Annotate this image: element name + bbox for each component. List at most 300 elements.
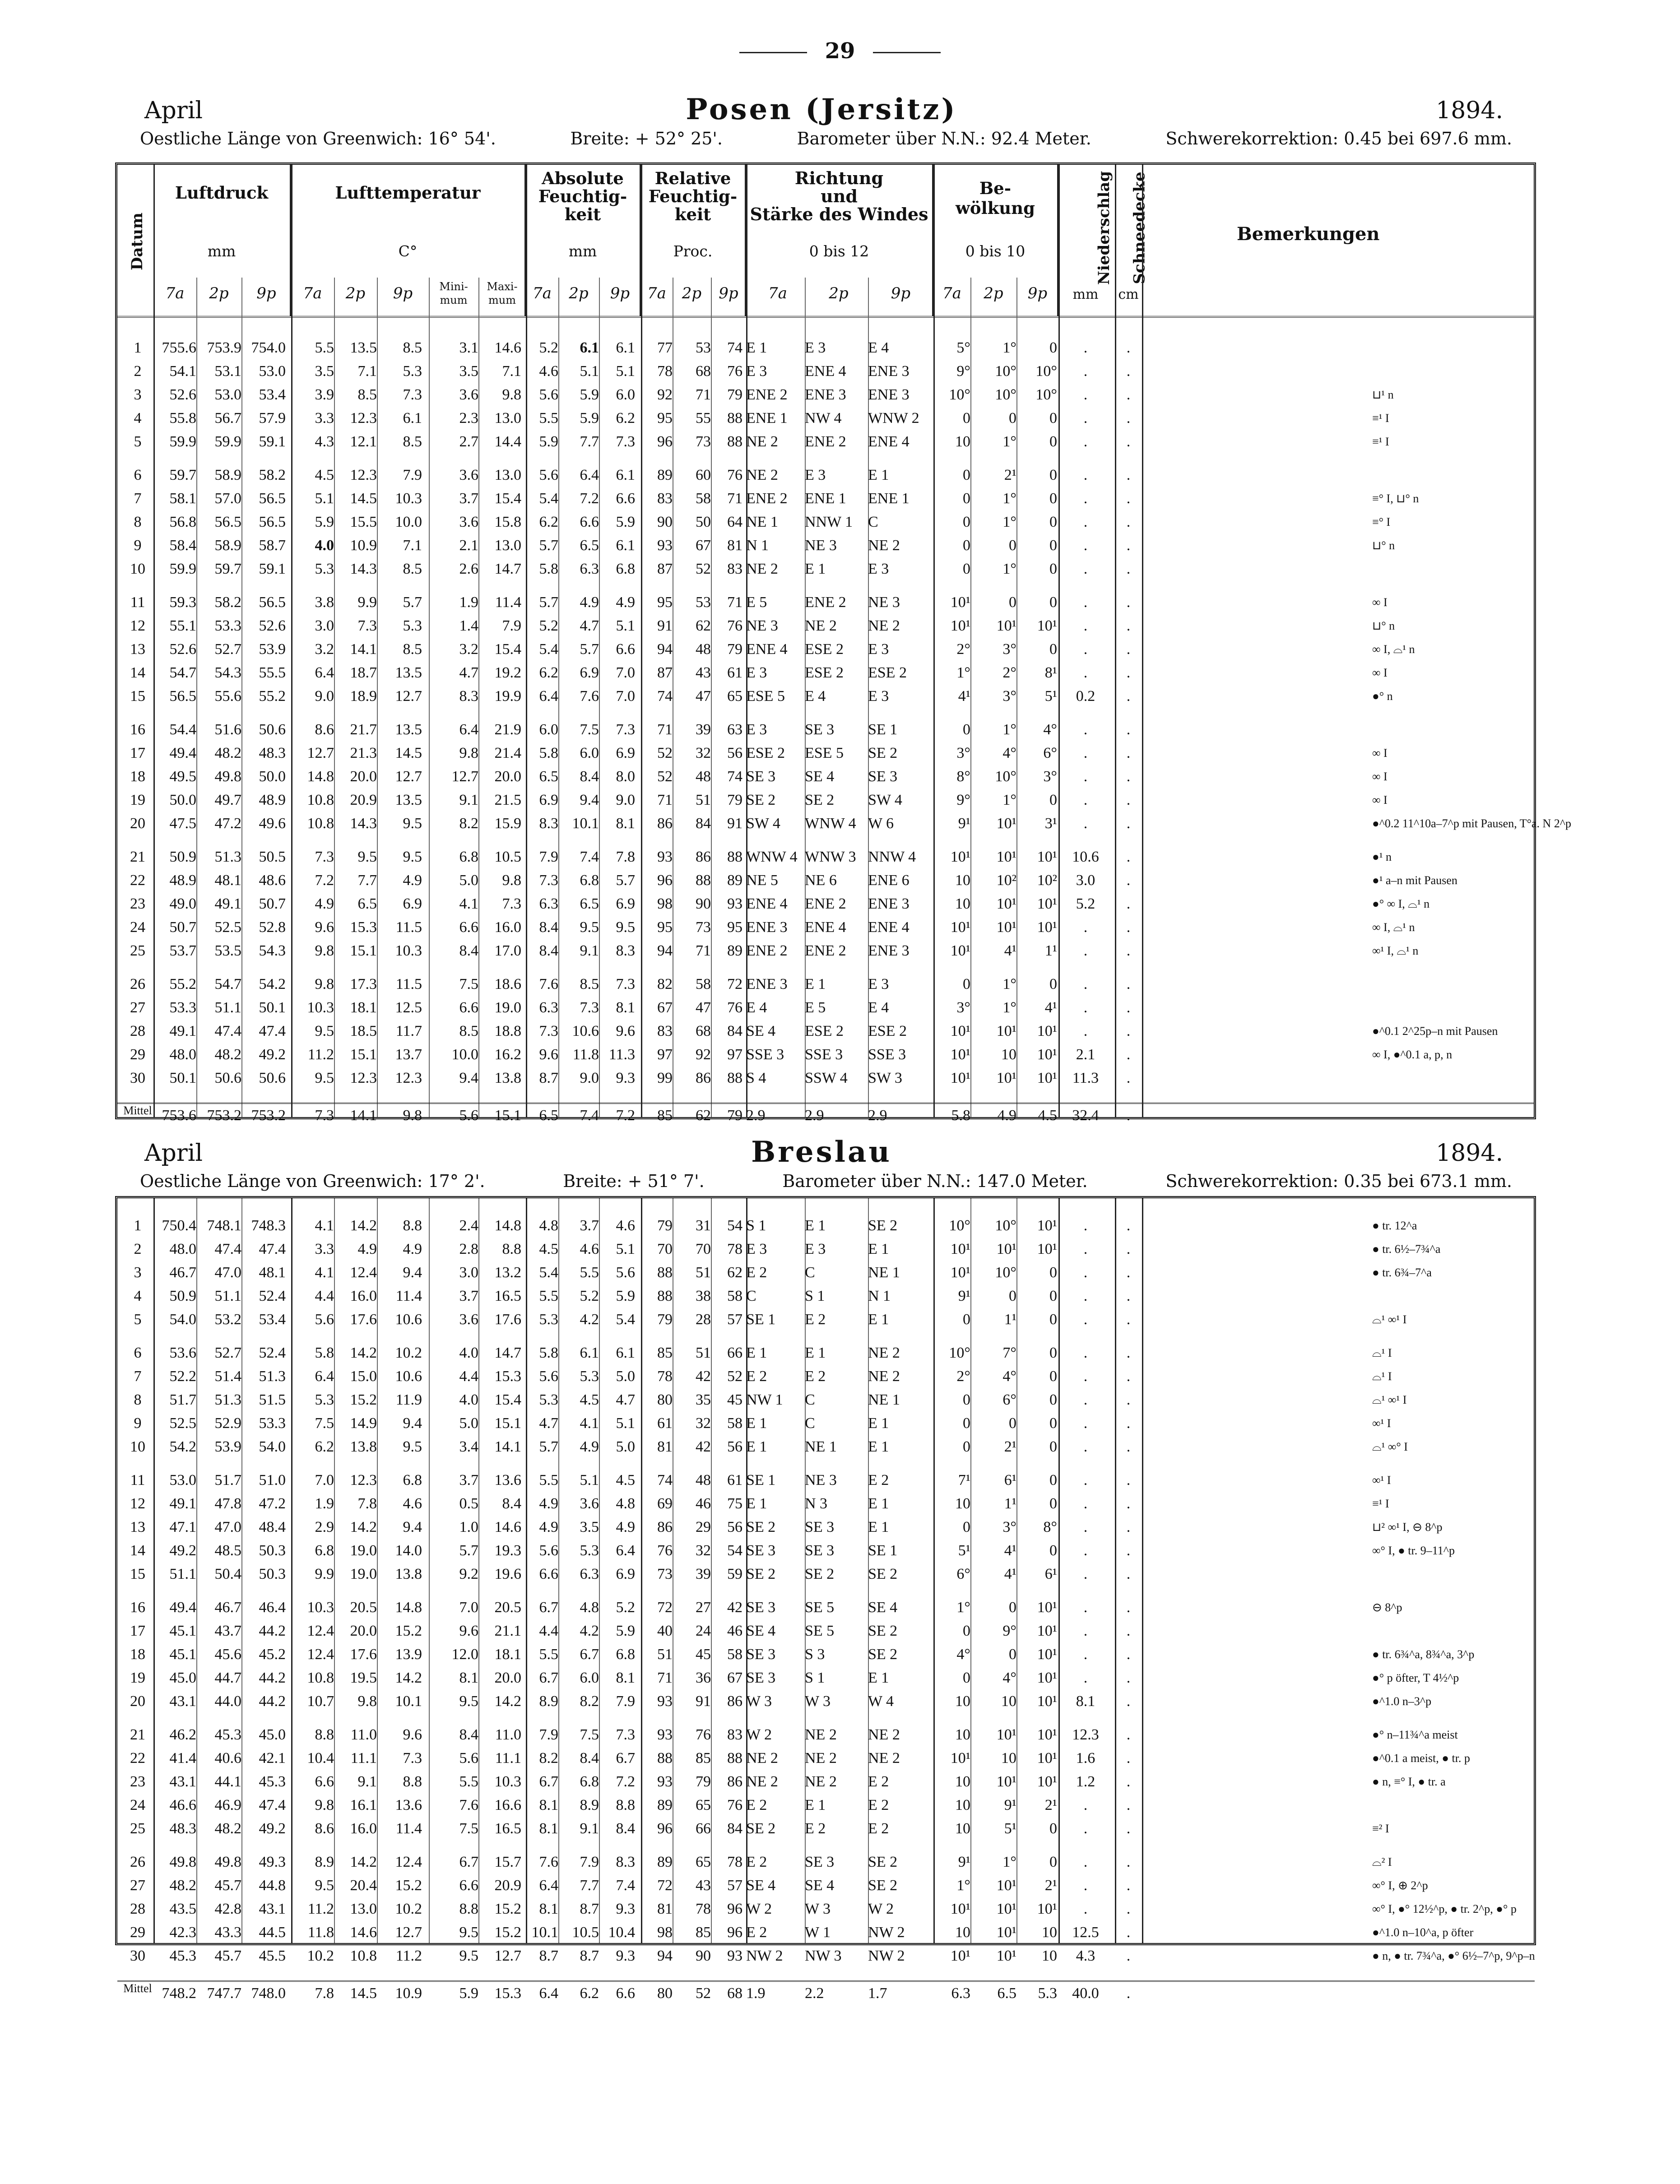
cell: 8.5 [403,561,422,577]
cell: 10 [1001,1046,1016,1063]
cell: . [1126,1495,1131,1512]
sub-time-label: 2p [829,284,849,302]
cell: 9.8 [357,1693,377,1710]
cell: 10¹ [950,1241,970,1257]
cell: S 4 [746,1070,766,1086]
cell: 50 [696,514,711,530]
cell: 17.3 [350,976,377,992]
cell: 12.7 [395,1924,422,1941]
col-absolute: Absolute Feuchtig- keit [538,168,627,224]
cell: 10¹ [996,1070,1016,1086]
cell: 83 [657,1023,673,1039]
cell: 45.3 [169,1948,196,1964]
cell: 7.5 [580,1726,599,1743]
cell: 45 [696,1646,711,1663]
cell: 9 [134,537,142,554]
cell: 0 [1009,537,1016,554]
cell: 14.6 [494,339,521,356]
cell: SE 4 [746,1023,776,1039]
cell: 71 [727,490,743,507]
cell: NE 1 [746,514,778,530]
cell: 42 [727,1599,743,1616]
cell: 15.4 [494,490,521,507]
cell: 19.2 [494,664,521,681]
remark: ∞¹ I [1372,1417,1391,1430]
cell: 7.6 [459,1797,478,1813]
cell: 5.6 [539,1542,558,1559]
table-row [117,614,1535,638]
cell: 67 [696,537,711,554]
mean-cell: 5.9 [459,1985,478,2002]
cell: ENE 3 [868,363,910,380]
cell: 0 [1049,792,1057,808]
cell: 4.9 [403,1241,422,1257]
table-row [117,1874,1535,1897]
cell: 6.0 [539,721,558,738]
cell: 15.4 [494,1391,521,1408]
cell: . [1083,1599,1088,1616]
cell: WNW 4 [805,815,856,832]
cell: 7.3 [502,895,521,912]
cell: NE 2 [868,1750,900,1767]
cell: 12 [130,617,145,634]
cell: 8.1 [616,999,635,1016]
cell: 84 [727,1023,743,1039]
cell: 1° [1002,721,1016,738]
cell: . [1083,537,1088,554]
cell: . [1083,1820,1088,1837]
cell: 51.1 [214,1288,241,1304]
cell: 3 [134,386,142,403]
table-row [117,788,1535,812]
table-row [117,1308,1535,1331]
cell: 5.8 [539,561,558,577]
cell: 51.0 [259,1472,286,1488]
cell: 4.9 [580,1438,599,1455]
cell: 5.3 [539,1391,558,1408]
cell: 93 [657,1773,673,1790]
cell: 57 [727,1877,743,1894]
cell: 56.5 [169,688,196,705]
cell: . [1126,1797,1131,1813]
cell: 12.0 [451,1646,478,1663]
cell: SSE 3 [746,1046,784,1063]
cell: . [1083,514,1088,530]
cell: 52.2 [169,1368,196,1385]
cell: 12.4 [395,1854,422,1870]
cell: 91 [696,1693,711,1710]
station-name: Breslau [751,1135,892,1169]
cell: . [1126,745,1131,761]
cell: E 1 [805,561,826,577]
cell: E 2 [746,1264,767,1281]
cell: 15.8 [494,514,521,530]
cell: 13.0 [494,467,521,483]
cell: 54 [727,1542,743,1559]
cell: 61 [727,664,743,681]
cell: 14.2 [350,1519,377,1535]
cell: . [1126,919,1131,936]
cell: 42 [696,1438,711,1455]
cell: 10¹ [1037,1669,1057,1686]
cell: 3.7 [580,1217,599,1234]
cell: 6.6 [459,999,478,1016]
cell: . [1126,688,1131,705]
cell: 7.0 [459,1599,478,1616]
cell: 10¹ [996,1773,1016,1790]
cell: 49.1 [169,1495,196,1512]
cell: 50.7 [169,919,196,936]
cell: SE 2 [805,1566,835,1582]
cell: 47.4 [259,1241,286,1257]
cell: 9.6 [616,1023,635,1039]
cell: E 1 [746,1345,767,1361]
cell: 62 [696,617,711,634]
cell: 44.1 [214,1773,241,1790]
cell: 48.3 [169,1820,196,1837]
cell: 4.9 [357,1241,377,1257]
cell: 6.2 [315,1438,334,1455]
cell: 97 [657,1046,673,1063]
cell: 61 [657,1415,673,1432]
cell: ENE 3 [868,895,910,912]
cell: 51.7 [214,1472,241,1488]
cell: 25 [130,1820,145,1837]
cell: 59.7 [214,561,241,577]
cell: 4.1 [315,1217,334,1234]
cell: 48.0 [169,1046,196,1063]
cell: 0 [1049,641,1057,658]
cell: 9.5 [315,1877,334,1894]
mean-cell: 747.7 [207,1985,241,2002]
remark: ⌓¹ I [1372,1370,1392,1383]
cell: 25 [130,942,145,959]
mean-row [117,1103,1535,1131]
remark: ≡° I, ⊔° n [1372,492,1419,505]
cell: E 1 [746,1415,767,1432]
cell: 14.9 [350,1415,377,1432]
cell: 47.2 [259,1495,286,1512]
cell: 70 [696,1241,711,1257]
cell: 5.4 [539,1264,558,1281]
cell: NW 1 [746,1391,783,1408]
cell: 6.1 [616,1345,635,1361]
cell: 14.1 [350,641,377,658]
cell: 71 [657,721,673,738]
cell: 71 [696,942,711,959]
cell: 15.2 [350,1391,377,1408]
cell: 10.3 [395,490,422,507]
cell: 53.0 [259,363,286,380]
cell: SE 2 [868,1877,898,1894]
cell: 10¹ [996,1877,1016,1894]
cell: 46 [696,1495,711,1512]
cell: 54.3 [214,664,241,681]
cell: 40 [657,1623,673,1639]
cell: 52.7 [214,1345,241,1361]
cell: W 3 [805,1693,831,1710]
table-row [117,487,1535,510]
cell: 2¹ [1044,1877,1057,1894]
table-row [117,336,1535,360]
cell: 53.3 [214,617,241,634]
cell: 48.4 [259,1519,286,1535]
cell: 59 [727,1566,743,1582]
cell: 3.6 [459,386,478,403]
cell: 10¹ [1037,1646,1057,1663]
cell: E 5 [805,999,826,1016]
cell: 1.9 [315,1495,334,1512]
cell: 24 [696,1623,711,1639]
table-row [117,973,1535,996]
cell: 11.1 [350,1750,377,1767]
cell: 22 [130,1750,145,1767]
cell: 9.6 [539,1046,558,1063]
cell: 10° [949,1345,970,1361]
cell: 56.5 [259,514,286,530]
remark: ≡¹ I [1372,412,1389,425]
cell: 1° [1002,433,1016,450]
cell: 0 [1049,1415,1057,1432]
cell: 71 [657,1669,673,1686]
cell: 88 [657,1264,673,1281]
cell: 3.5 [315,363,334,380]
cell: 0 [1049,1345,1057,1361]
cell: 43.1 [259,1901,286,1917]
cell: 8¹ [1044,664,1057,681]
cell: 8.8 [459,1901,478,1917]
cell: 4° [956,1646,970,1663]
cell: 2° [1002,664,1016,681]
cell: 7.6 [580,688,599,705]
cell: 89 [727,942,743,959]
cell: 9.1 [357,1773,377,1790]
cell: . [1126,1924,1131,1941]
cell: 6.4 [315,664,334,681]
cell: 6¹ [1044,1566,1057,1582]
mean-cell: 753.6 [162,1107,196,1124]
cell: 15.0 [350,1368,377,1385]
cell: 76 [727,617,743,634]
cell: 15.9 [494,815,521,832]
table-row [117,1388,1535,1412]
cell: 5.5 [539,410,558,427]
cell: 5.3 [580,1368,599,1385]
cell: . [1126,895,1131,912]
col-luftdruck: Luftdruck [175,183,269,203]
cell: . [1126,1646,1131,1663]
cell: 4.1 [315,1264,334,1281]
cell: 12.7 [494,1948,521,1964]
cell: 27 [130,1877,145,1894]
cell: 9.8 [315,1797,334,1813]
remark: ⌓¹ ∞¹ I [1372,1393,1407,1406]
cell: SE 2 [868,1646,898,1663]
sub-time-label: 9p [393,284,413,302]
cell: . [1083,1288,1088,1304]
table-row [117,1020,1535,1043]
cell: 6 [134,1345,142,1361]
cell: 6.1 [616,537,635,554]
cell: 48.1 [214,872,241,889]
cell: ENE 4 [868,919,910,936]
cell: 86 [696,1070,711,1086]
cell: 8.4 [459,942,478,959]
cell: ENE 2 [805,594,846,611]
col-datum: Datum [128,213,146,270]
remark: ●° ∞ I, ⌓¹ n [1372,897,1430,910]
cell: 8° [956,768,970,785]
mean-cell: 753.2 [251,1107,286,1124]
cell: 75 [727,1495,743,1512]
cell: . [1126,976,1131,992]
cell: 30 [130,1948,145,1964]
cell: 7.3 [315,849,334,865]
cell: 8.5 [357,386,377,403]
cell: 10.8 [350,1948,377,1964]
remark: ⊔¹ n [1372,388,1394,401]
cell: 20 [130,815,145,832]
remark: ∞¹ I, ⌓¹ n [1372,944,1419,957]
cell: 56 [727,745,743,761]
remark: ∞° I, ⊕ 2^p [1372,1879,1428,1892]
cell: 6 [134,467,142,483]
cell: 9.1 [580,942,599,959]
cell: SE 2 [868,1854,898,1870]
cell: 68 [696,363,711,380]
cell: 6.7 [539,1599,558,1616]
cell: . [1126,339,1131,356]
cell: 6.8 [459,849,478,865]
cell: 93 [657,849,673,865]
cell: . [1126,1311,1131,1328]
cell: 10¹ [950,1264,970,1281]
cell: ESE 2 [868,1023,907,1039]
cell: 12.3 [350,410,377,427]
cell: 58.4 [169,537,196,554]
cell: 6.8 [616,561,635,577]
cell: 8.4 [616,1820,635,1837]
cell: 59.7 [169,467,196,483]
cell: E 1 [868,1669,889,1686]
remark: ● n, ≡° I, ● tr. a [1372,1775,1446,1788]
cell: 8.9 [315,1854,334,1870]
cell: 7.5 [315,1415,334,1432]
table-row [117,591,1535,614]
cell: 50.6 [259,721,286,738]
table-row [117,1690,1535,1713]
cell: . [1126,664,1131,681]
cell: SE 1 [746,1472,776,1488]
cell: ENE 2 [746,942,788,959]
cell: 18 [130,1646,145,1663]
cell: 95 [657,919,673,936]
cell: 4 [134,1288,142,1304]
cell: 46.6 [169,1797,196,1813]
cell: 18 [130,768,145,785]
cell: 84 [727,1820,743,1837]
cell: 83 [657,490,673,507]
cell: 51.6 [214,721,241,738]
mean-cell: 5.3 [1038,1985,1057,2002]
cell: 6.1 [616,467,635,483]
cell: E 4 [868,999,889,1016]
cell: 53.6 [169,1345,196,1361]
cell: ESE 2 [805,1023,844,1039]
table-row [117,1747,1535,1770]
col-lufttemperatur: Lufttemperatur [335,183,481,203]
cell: 0 [1009,1415,1016,1432]
cell: 8.5 [403,339,422,356]
cell: 12.5 [395,999,422,1016]
cell: E 2 [746,1797,767,1813]
cell: 10 [1001,1693,1016,1710]
mean-cell: 4.9 [997,1107,1016,1124]
cell: 6.9 [616,745,635,761]
cell: . [1083,815,1088,832]
sub-time-label: 2p [569,284,589,302]
cell: 79 [727,641,743,658]
cell: 55 [696,410,711,427]
cell: . [1083,664,1088,681]
cell: 1¹ [1004,1311,1016,1328]
cell: 6.5 [357,895,377,912]
cell: 92 [657,386,673,403]
cell: 74 [657,688,673,705]
cell: 7.3 [580,999,599,1016]
cell: 4.3 [315,433,334,450]
cell: 14.6 [350,1924,377,1941]
cell: 15.1 [350,1046,377,1063]
cell: 4.6 [539,363,558,380]
cell: 17.0 [494,942,521,959]
cell: 11.5 [395,919,422,936]
cell: ENE 1 [868,490,910,507]
mean-cell: 32.4 [1072,1107,1099,1124]
cell: E 2 [805,1311,826,1328]
cell: 5.5 [459,1773,478,1790]
cell: NE 5 [746,872,778,889]
cell: 86 [727,1693,743,1710]
remark: ⌓¹ I [1372,1346,1392,1359]
cell: 11.7 [395,1023,422,1039]
cell: 30 [130,1070,145,1086]
cell: . [1126,942,1131,959]
cell: 6.4 [459,721,478,738]
cell: 6.6 [580,514,599,530]
remark: ∞ I, ⌓¹ n [1372,643,1415,656]
cell: 7.1 [502,363,521,380]
cell: 9.5 [357,849,377,865]
cell: 47.4 [259,1023,286,1039]
cell: 51 [696,1264,711,1281]
cell: 3.9 [315,386,334,403]
cell: 9.5 [580,919,599,936]
cell: 47.4 [259,1797,286,1813]
cell: 32 [696,1542,711,1559]
cell: 9.1 [580,1820,599,1837]
cell: . [1083,745,1088,761]
cell: 70 [657,1241,673,1257]
cell: 5.5 [539,1288,558,1304]
cell: 10° [995,1264,1016,1281]
cell: 89 [657,1854,673,1870]
cell: 15.5 [350,514,377,530]
cell: 10 [130,1438,145,1455]
cell: 18.9 [350,688,377,705]
cell: . [1126,537,1131,554]
cell: . [1126,1623,1131,1639]
